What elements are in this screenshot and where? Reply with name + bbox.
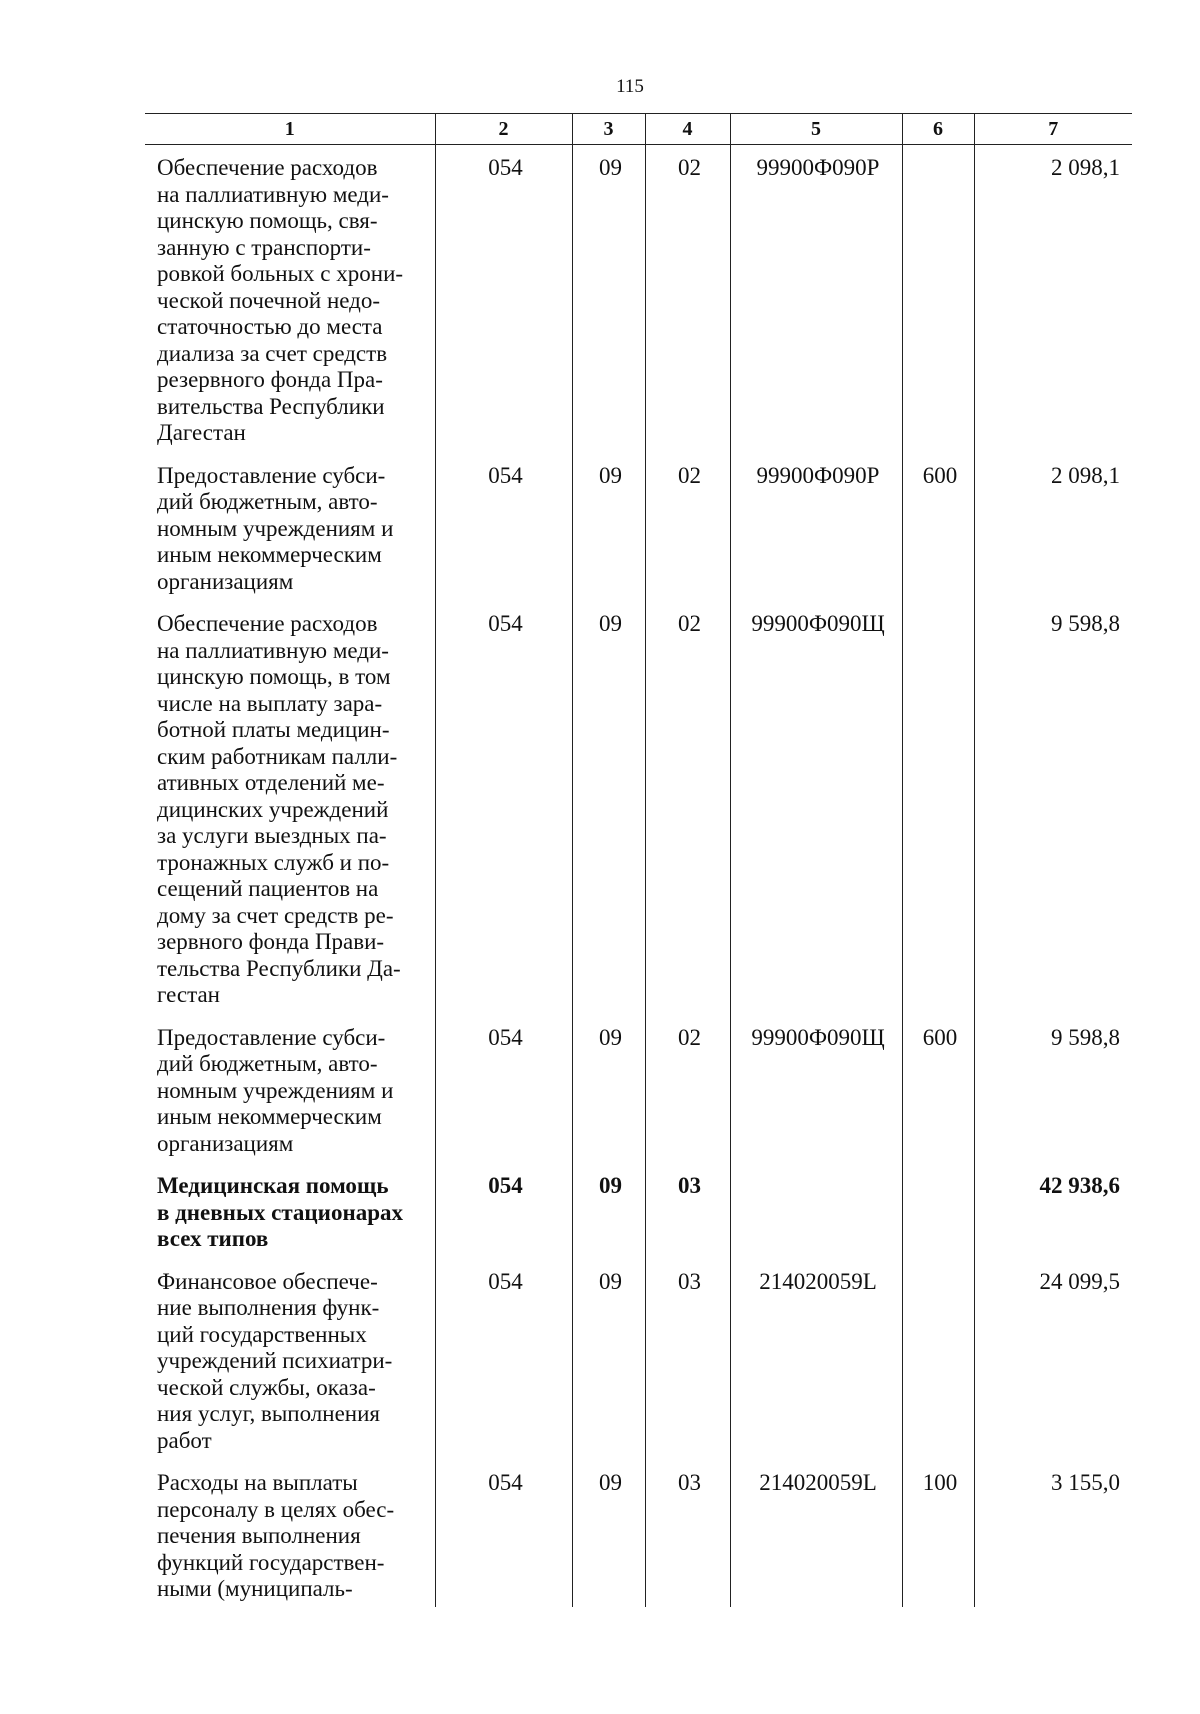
section-code: 09: [572, 1261, 645, 1463]
expense-type-code: [902, 145, 974, 455]
amount: 24 099,5: [974, 1261, 1132, 1463]
header-col-1: 1: [145, 114, 435, 145]
amount: 9 598,8: [974, 1017, 1132, 1166]
amount: 2 098,1: [974, 145, 1132, 455]
row-description: Предоставление субси- дий бюджетным, авто- номным учреждениям и иным некоммерческим организациям: [157, 1024, 394, 1156]
row-description: Обеспечение расходов на паллиативную меди- цинскую помощь, в том числе на выплату зара- ботной платы медицин- ским работникам палли- ативных отделений ме- дицинских учреждений за услуги выездных па- тронажных служб и по- сещений пациентов на дому за счет средств ре- зервного фонда Прави- тельства Республики Да- гестан: [157, 611, 401, 1007]
table-header-row: [145, 114, 1132, 145]
section-code: 09: [572, 603, 645, 1017]
table-row: [145, 1165, 1132, 1261]
expense-type-code: [902, 1261, 974, 1463]
target-article-code: 99900Ф090Р: [730, 455, 902, 604]
ministry-code: 054: [435, 1462, 572, 1607]
amount: 3 155,0: [974, 1462, 1132, 1607]
target-article-code: 99900Ф090Щ: [730, 603, 902, 1017]
budget-table-container: [145, 113, 1132, 1607]
row-description: Предоставление субси- дий бюджетным, авто- номным учреждениям и иным некоммерческим организациям: [157, 462, 394, 594]
ministry-code: 054: [435, 455, 572, 604]
row-description: Медицинская помощь в дневных стационарах всех типов: [157, 1173, 403, 1251]
header-col-3: 3: [572, 114, 645, 145]
target-article-code: [730, 1165, 902, 1261]
section-code: 09: [572, 145, 645, 455]
subsection-code: 03: [645, 1462, 730, 1607]
subsection-code: 03: [645, 1165, 730, 1261]
ministry-code: 054: [435, 1261, 572, 1463]
table-row: [145, 455, 1132, 604]
row-description: Финансовое обеспече- ние выполнения функ- ций государственных учреждений психиатри- ческой службы, оказа- ния услуг, выполнения работ: [157, 1268, 393, 1453]
header-col-6: 6: [902, 114, 974, 145]
target-article-code: 99900Ф090Р: [730, 145, 902, 455]
target-article-code: 214020059L: [730, 1462, 902, 1607]
section-code: 09: [572, 1017, 645, 1166]
expense-type-code: [902, 603, 974, 1017]
ministry-code: 054: [435, 1165, 572, 1261]
budget-table: [145, 113, 1132, 1607]
target-article-code: 214020059L: [730, 1261, 902, 1463]
subsection-code: 02: [645, 1017, 730, 1166]
header-col-4: 4: [645, 114, 730, 145]
row-description: Обеспечение расходов на паллиативную меди- цинскую помощь, свя- занную с транспорти- ровкой больных с хрони- ческой почечной недо- статочностью до места диализа за счет средств резервного фонда Пра- вительства Республики Дагестан: [157, 155, 404, 445]
page-number: 115: [616, 76, 644, 97]
target-article-code: 99900Ф090Щ: [730, 1017, 902, 1166]
amount: 42 938,6: [974, 1165, 1132, 1261]
ministry-code: 054: [435, 145, 572, 455]
table-row: [145, 145, 1132, 455]
section-code: 09: [572, 1462, 645, 1607]
ministry-code: 054: [435, 1017, 572, 1166]
expense-type-code: [902, 1165, 974, 1261]
table-row: [145, 1261, 1132, 1463]
row-description: Расходы на выплаты персоналу в целях обес- печения выполнения функций государствен- ными (муниципаль-: [157, 1470, 395, 1601]
section-code: 09: [572, 1165, 645, 1261]
table-row: [145, 603, 1132, 1017]
subsection-code: 02: [645, 603, 730, 1017]
section-code: 09: [572, 455, 645, 604]
subsection-code: 02: [645, 145, 730, 455]
subsection-code: 02: [645, 455, 730, 604]
header-col-2: 2: [435, 114, 572, 145]
expense-type-code: 600: [902, 1017, 974, 1166]
header-col-7: 7: [974, 114, 1132, 145]
expense-type-code: 100: [902, 1462, 974, 1607]
amount: 2 098,1: [974, 455, 1132, 604]
amount: 9 598,8: [974, 603, 1132, 1017]
subsection-code: 03: [645, 1261, 730, 1463]
table-row: [145, 1462, 1132, 1607]
table-row: [145, 1017, 1132, 1166]
ministry-code: 054: [435, 603, 572, 1017]
expense-type-code: 600: [902, 455, 974, 604]
header-col-5: 5: [730, 114, 902, 145]
